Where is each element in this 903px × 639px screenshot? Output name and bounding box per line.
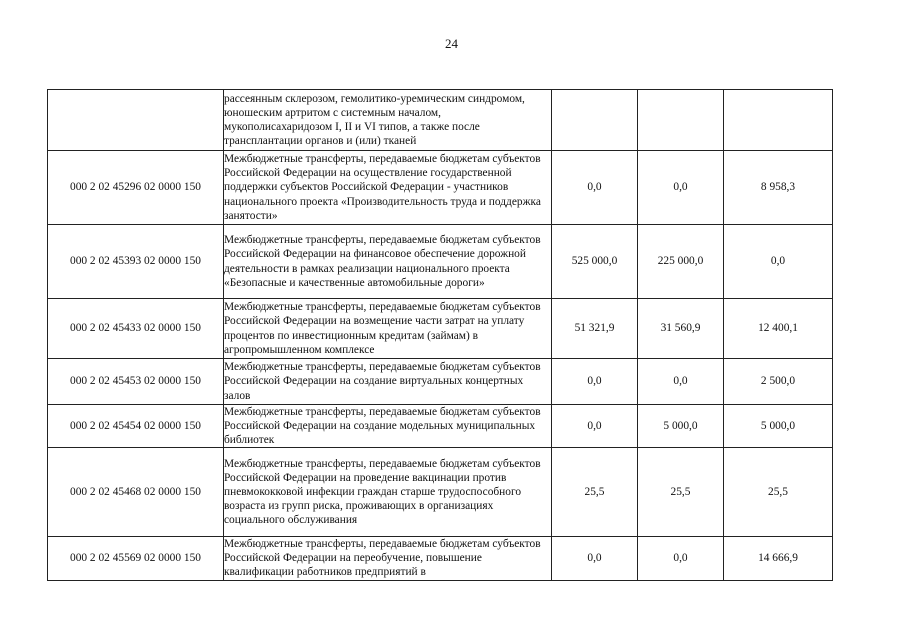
budget-code: 000 2 02 45454 02 0000 150: [48, 405, 224, 448]
value-col-3: 25,5: [724, 448, 833, 537]
value-col-1: 0,0: [552, 537, 638, 580]
budget-code: 000 2 02 45453 02 0000 150: [48, 359, 224, 405]
value-col-2: 31 560,9: [638, 299, 724, 359]
table-row: [48, 90, 833, 151]
value-col-1: 525 000,0: [552, 225, 638, 299]
budget-table: [47, 89, 833, 581]
value-col-2: 0,0: [638, 151, 724, 225]
value-col-3: 14 666,9: [724, 537, 833, 580]
row-description: Межбюджетные трансферты, передаваемые бюджетам субъектов Российской Федерации на проведение вакцинации против пневмококковой инфекции граждан старше трудоспособного возраста из групп риска, проживающих в организациях социального обслуживания: [224, 448, 552, 537]
budget-code: [48, 90, 224, 151]
table-row: [48, 448, 833, 537]
value-col-3: 2 500,0: [724, 359, 833, 405]
value-col-3: [724, 90, 833, 151]
value-col-1: 25,5: [552, 448, 638, 537]
value-col-1: 51 321,9: [552, 299, 638, 359]
value-col-2: [638, 90, 724, 151]
value-col-3: 0,0: [724, 225, 833, 299]
budget-code: 000 2 02 45569 02 0000 150: [48, 537, 224, 580]
row-description: Межбюджетные трансферты, передаваемые бюджетам субъектов Российской Федерации на создание модельных муниципальных библиотек: [224, 405, 552, 448]
value-col-3: 5 000,0: [724, 405, 833, 448]
value-col-2: 5 000,0: [638, 405, 724, 448]
table-row: [48, 359, 833, 405]
row-description: рассеянным склерозом, гемолитико-уремическим синдромом, юношеским артритом с системным началом, мукополисахаридозом I, II и VI типов, а также после трансплантации органов и (или) тканей: [224, 90, 552, 151]
value-col-2: 25,5: [638, 448, 724, 537]
row-description: Межбюджетные трансферты, передаваемые бюджетам субъектов Российской Федерации на переобучение, повышение квалификации работников предприятий в: [224, 537, 552, 580]
value-col-1: [552, 90, 638, 151]
value-col-2: 0,0: [638, 537, 724, 580]
table-row: [48, 405, 833, 448]
page-number: 24: [445, 36, 458, 51]
value-col-2: 0,0: [638, 359, 724, 405]
budget-code: 000 2 02 45393 02 0000 150: [48, 225, 224, 299]
budget-code: 000 2 02 45296 02 0000 150: [48, 151, 224, 225]
value-col-1: 0,0: [552, 359, 638, 405]
row-description: Межбюджетные трансферты, передаваемые бюджетам субъектов Российской Федерации на финансовое обеспечение дорожной деятельности в рамках реализации национального проекта «Безопасные и качественные автомобильные дороги»: [224, 225, 552, 299]
value-col-3: 12 400,1: [724, 299, 833, 359]
row-description: Межбюджетные трансферты, передаваемые бюджетам субъектов Российской Федерации на возмещение части затрат на уплату процентов по инвестиционным кредитам (займам) в агропромышленном комплексе: [224, 299, 552, 359]
table-row: [48, 151, 833, 225]
table-row: [48, 537, 833, 580]
table-row: [48, 299, 833, 359]
budget-code: 000 2 02 45468 02 0000 150: [48, 448, 224, 537]
row-description: Межбюджетные трансферты, передаваемые бюджетам субъектов Российской Федерации на создание виртуальных концертных залов: [224, 359, 552, 405]
value-col-2: 225 000,0: [638, 225, 724, 299]
row-description: Межбюджетные трансферты, передаваемые бюджетам субъектов Российской Федерации на осуществление государственной поддержки субъектов Российской Федерации - участников национального проекта «Производительность труда и поддержка занятости»: [224, 151, 552, 225]
value-col-1: 0,0: [552, 151, 638, 225]
budget-code: 000 2 02 45433 02 0000 150: [48, 299, 224, 359]
value-col-3: 8 958,3: [724, 151, 833, 225]
table-row: [48, 225, 833, 299]
value-col-1: 0,0: [552, 405, 638, 448]
